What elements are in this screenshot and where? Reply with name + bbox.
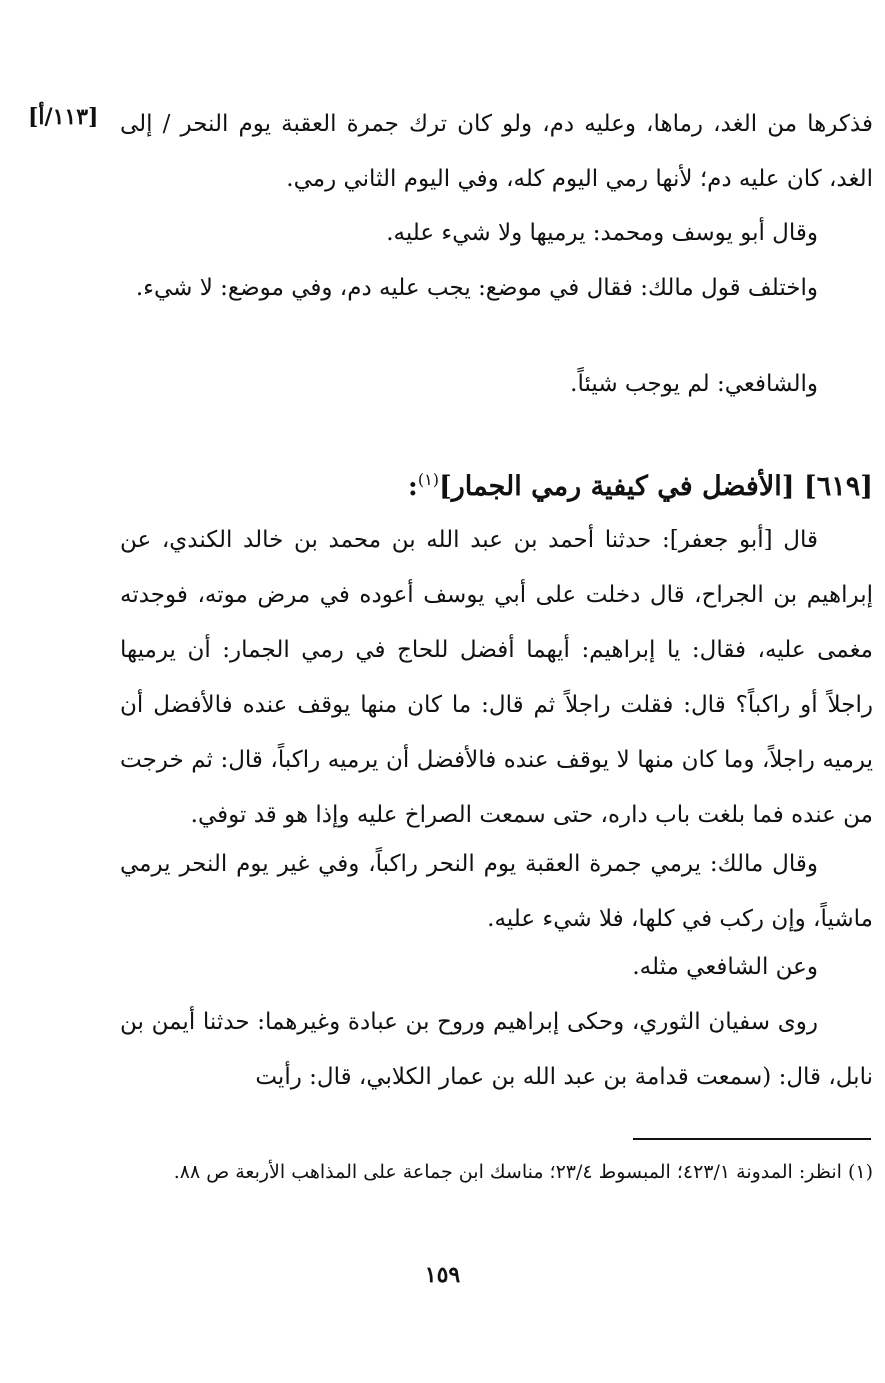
paragraph-malik-ruling: وقال مالك: يرمي جمرة العقبة يوم النحر راكباً، وفي غير يوم النحر يرمي ماشياً، وإن ركب في كلها، فلا شيء عليه. [120,851,873,932]
manuscript-folio-reference: [١١٣/أ] [28,104,99,130]
section-title: [الأفضل في كيفية رمي الجمار] [438,471,795,502]
paragraph-narration: قال [أبو جعفر]: حدثنا أحمد بن عبد الله بن محمد بن خالد الكندي، عن إبراهيم بن الجراح، قال دخلت على أبي يوسف أعوده في مرض موته، فوجدته مغمى عليه، فقال: يا إبراهيم: أيهما أفضل للحاج في رمي الجمار: أن يرميها راجلاً أو راكباً؟ قال: فقلت راجلاً ثم قال: ما كان منها يوقف عنده فالأفضل أن يرميه راجلاً، وما كان منها لا يوقف عنده فالأفضل أن يرميه راكباً، قال: ثم خرجت من عنده فما بلغت باب داره، حتى سمعت الصراخ عليه وإذا هو قد توفي. [120,527,873,828]
paragraph-shafii-ruling: وعن الشافعي مثله. [632,954,818,980]
footnote-text: (١) انظر: المدونة ٤٢٣/١؛ المبسوط ٢٣/٤؛ مناسك ابن جماعة على المذاهب الأربعة ص ٨٨. [173,1161,873,1183]
footnote-marker: (١) [417,470,439,489]
paragraph-abu-yusuf: وقال أبو يوسف ومحمد: يرميها ولا شيء عليه. [386,220,818,246]
paragraph-continuation: فذكرها من الغد، رماها، وعليه دم، ولو كان ترك جمرة العقبة يوم النحر / إلى الغد، كان عليه دم؛ لأنها رمي اليوم كله، وفي اليوم الثاني رمي. [120,111,873,192]
page-number: ١٥٩ [424,1262,461,1288]
paragraph-malik: واختلف قول مالك: فقال في موضع: يجب عليه دم، وفي موضع: لا شيء. [135,275,818,301]
section-heading [408,452,873,514]
section-number: [٦١٩] [803,471,873,502]
paragraph-thawri: روى سفيان الثوري، وحكى إبراهيم وروح بن عبادة وغيرهما: حدثنا أيمن بن نابل، قال: (سمعت قدامة بن عبد الله بن عمار الكلابي، قال: رأيت [120,1009,873,1090]
heading-suffix: : [407,471,418,502]
paragraph-shafii: والشافعي: لم يوجب شيئاً. [570,371,818,397]
footnote-separator [633,1138,871,1140]
